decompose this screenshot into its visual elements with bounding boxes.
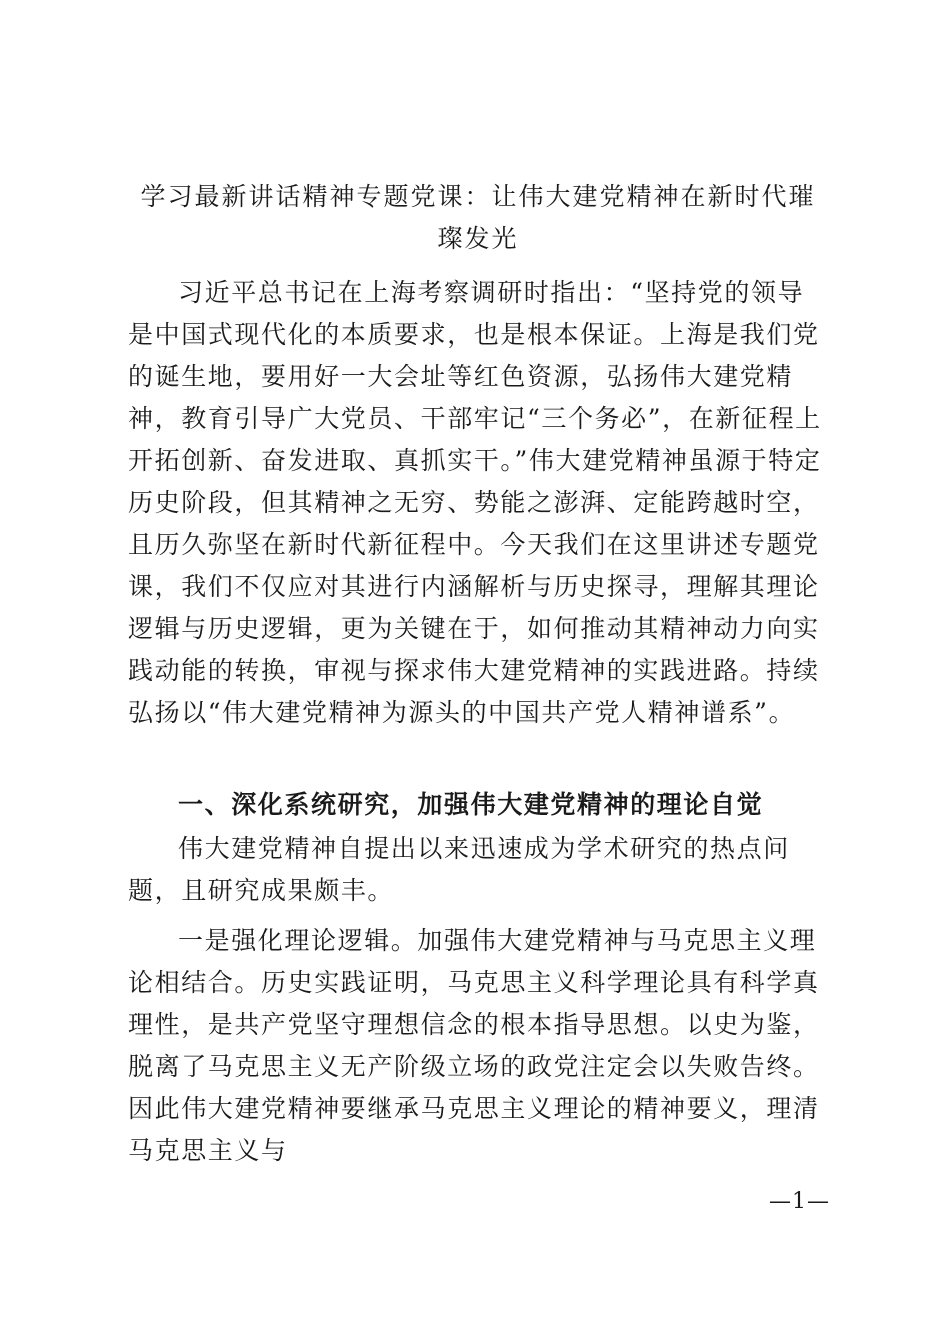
intro-paragraph: 习近平总书记在上海考察调研时指出：“坚持党的领导是中国式现代化的本质要求，也是根本保证。上海是我们党的诞生地，要用好一大会址等红色资源，弘扬伟大建党精神，教育引导广大党员、干部牢记“三个务必”，在新征程上开拓创新、奋发进取、真抓实干。”伟大建党精神虽源于特定历史阶段，但其精神之无穷、势能之澎湃、定能跨越时空，且历久弥坚在新时代新征程中。今天我们在这里讲述专题党课，我们不仅应对其进行内涵解析与历史探寻，理解其理论逻辑与历史逻辑，更为关键在于，如何推动其精神动力向实践动能的转换，审视与探求伟大建党精神的实践进路。持续弘扬以“伟大建党精神为源头的中国共产党人精神谱系”。 — [128, 278, 822, 727]
section1-paragraph-2: 一是强化理论逻辑。加强伟大建党精神与马克思主义理论相结合。历史实践证明，马克思主义科学理论具有科学真理性，是共产党坚守理想信念的根本指导思想。以史为鉴，脱离了马克思主义无产阶级立场的政党注定会以失败告终。因此伟大建党精神要继承马克思主义理论的精神要义，理清马克思主义与 — [128, 926, 820, 1165]
document-title: 学习最新讲话精神专题党课：让伟大建党精神在新时代璀璨发光 — [140, 182, 816, 253]
page-number: —1— — [769, 1189, 830, 1214]
section1-paragraph-1: 伟大建党精神自提出以来迅速成为学术研究的热点问题，且研究成果颇丰。 — [128, 834, 790, 905]
section-heading-1: 一、深化系统研究，加强伟大建党精神的理论自觉 — [178, 790, 764, 819]
